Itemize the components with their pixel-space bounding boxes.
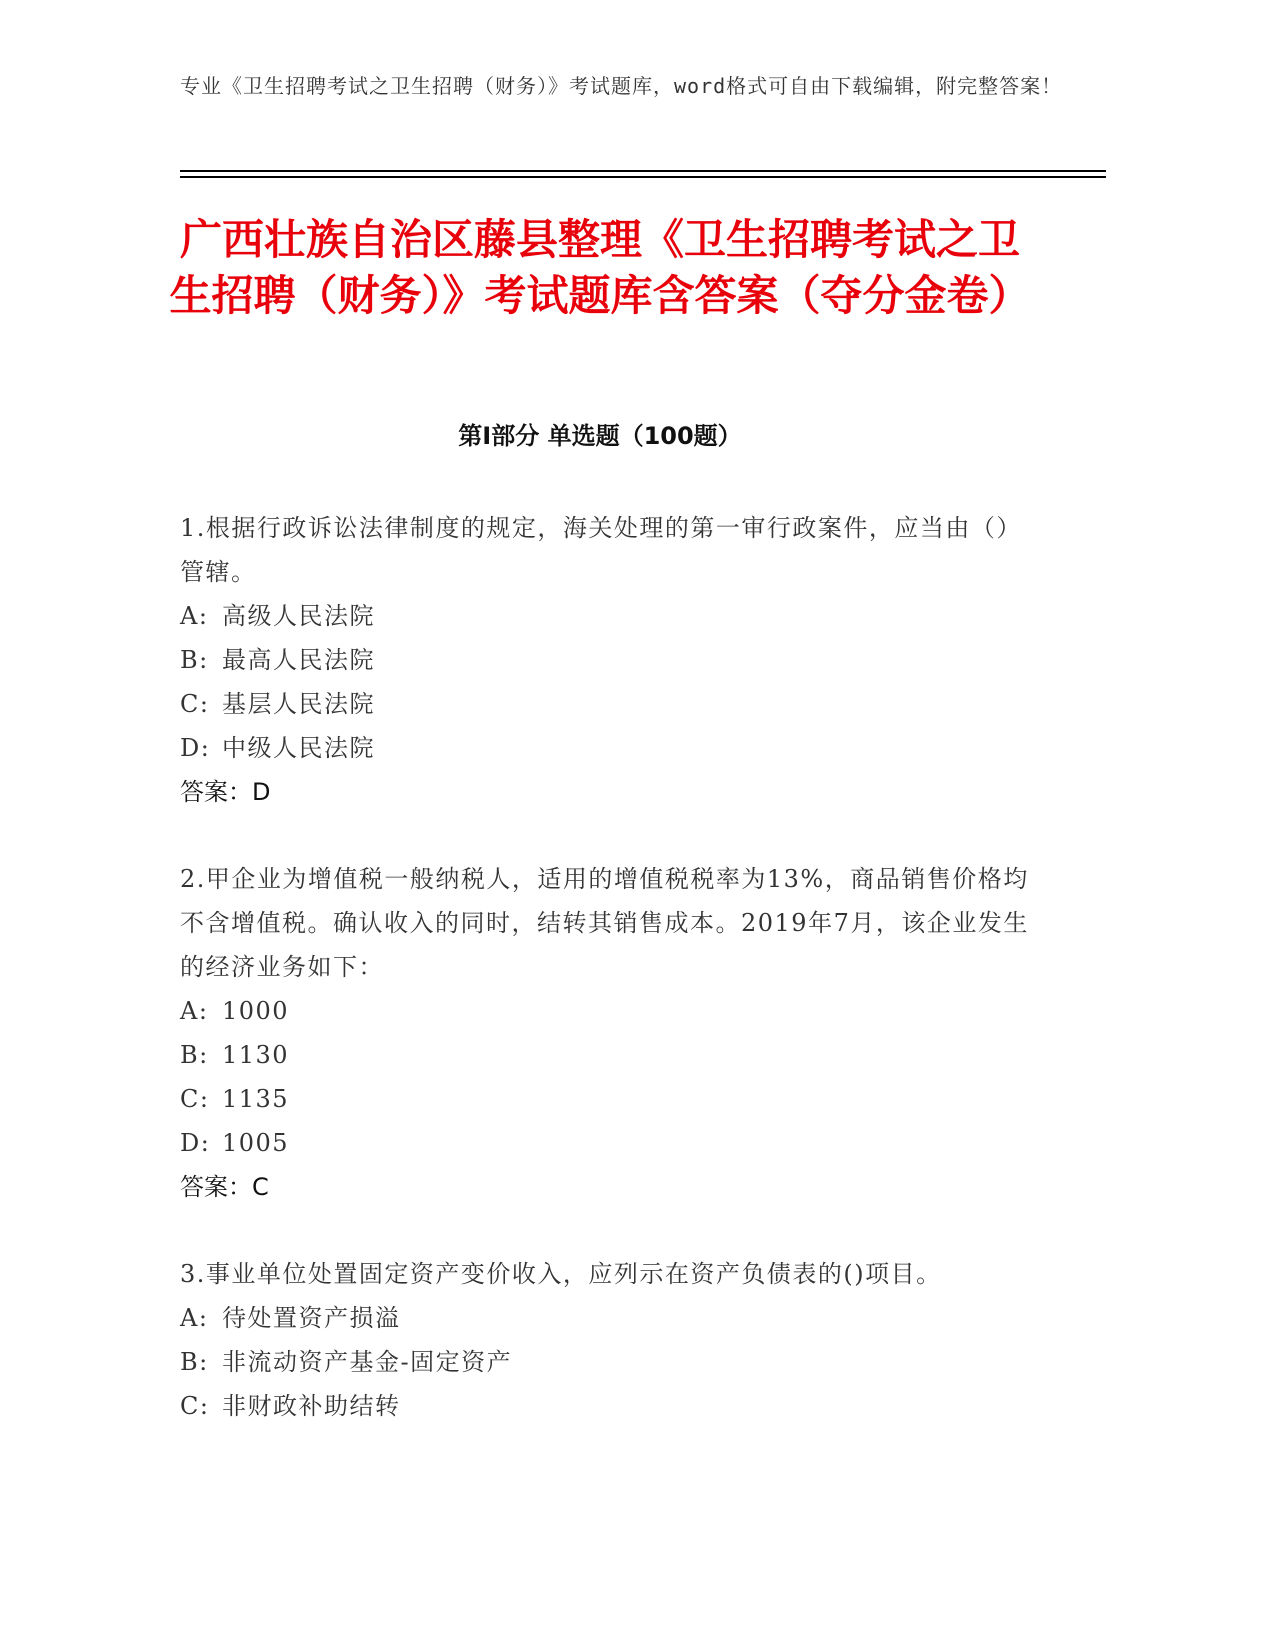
- option-a: [180, 989, 1040, 1033]
- option-letter: C:: [180, 1392, 210, 1420]
- option-b: [180, 638, 1040, 682]
- option-a: [180, 1296, 1040, 1340]
- option-c: [180, 682, 1040, 726]
- option-text: 1000: [222, 997, 290, 1025]
- question-stem: 1.根据行政诉讼法律制度的规定，海关处理的第一审行政案件，应当由（）管辖。: [180, 514, 1022, 586]
- question-3: [180, 1252, 1040, 1428]
- question-list: [180, 506, 1040, 1471]
- option-text: 最高人民法院: [222, 646, 375, 674]
- option-a: [180, 594, 1040, 638]
- option-b: [180, 1033, 1040, 1077]
- question-1: [180, 506, 1040, 814]
- option-text: 中级人民法院: [222, 734, 375, 762]
- option-text: 待处置资产损溢: [222, 1304, 401, 1332]
- option-letter: A:: [180, 997, 209, 1025]
- header-divider-secondary: [180, 176, 1106, 178]
- option-letter: B:: [180, 1041, 209, 1069]
- option-letter: C:: [180, 1085, 210, 1113]
- option-letter: D:: [180, 734, 211, 762]
- section-title: 第I部分 单选题（100题）: [458, 422, 742, 450]
- question-2: [180, 857, 1040, 1209]
- option-text: 非流动资产基金-固定资产: [222, 1348, 513, 1376]
- option-letter: B:: [180, 1348, 209, 1376]
- option-d: [180, 726, 1040, 770]
- option-text: 基层人民法院: [222, 690, 375, 718]
- option-letter: C:: [180, 690, 210, 718]
- option-b: [180, 1340, 1040, 1384]
- question-stem: 3.事业单位处置固定资产变价收入，应列示在资产负债表的()项目。: [180, 1260, 942, 1288]
- option-text: 高级人民法院: [222, 602, 375, 630]
- option-d: [180, 1121, 1040, 1165]
- answer-line: 答案：D: [180, 778, 271, 806]
- option-letter: A:: [180, 602, 209, 630]
- option-text: 1135: [222, 1085, 290, 1113]
- option-text: 1005: [222, 1129, 290, 1157]
- question-stem: 2.甲企业为增值税一般纳税人，适用的增值税税率为13%，商品销售价格均不含增值税。确认收入的同时，结转其销售成本。2019年7月，该企业发生的经济业务如下：: [180, 865, 1029, 981]
- option-c: [180, 1384, 1040, 1428]
- document-title: 广西壮族自治区藤县整理《卫生招聘考试之卫生招聘（财务）》考试题库含答案（夺分金卷）: [169, 215, 1031, 320]
- header-divider: [180, 170, 1106, 172]
- option-text: 非财政补助结转: [222, 1392, 401, 1420]
- option-c: [180, 1077, 1040, 1121]
- option-letter: A:: [180, 1304, 209, 1332]
- option-text: 1130: [222, 1041, 290, 1069]
- header-note: 专业《卫生招聘考试之卫生招聘（财务）》考试题库，word格式可自由下载编辑，附完整答案！: [180, 74, 1063, 98]
- option-letter: D:: [180, 1129, 211, 1157]
- option-letter: B:: [180, 646, 209, 674]
- answer-line: 答案：C: [180, 1173, 269, 1201]
